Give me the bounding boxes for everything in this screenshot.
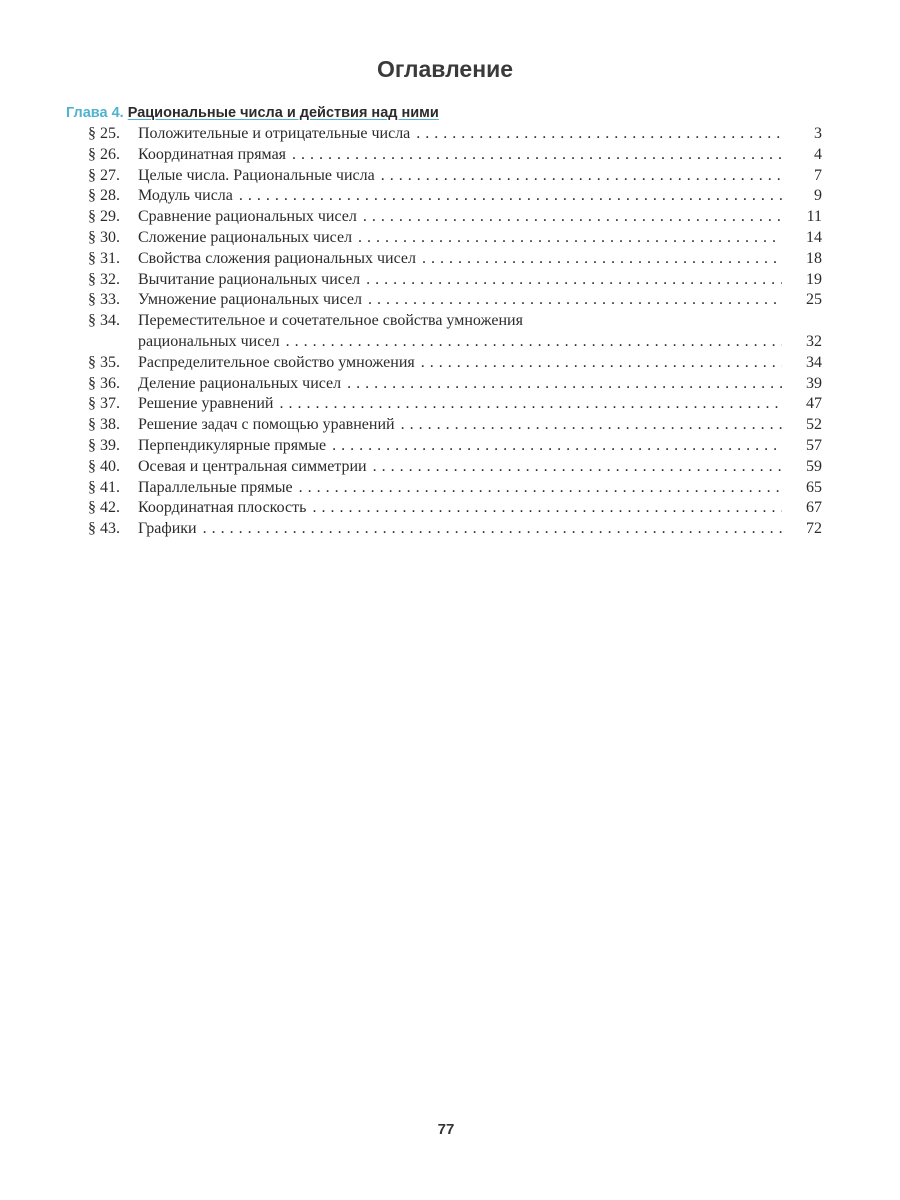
toc-entry[interactable] <box>88 519 822 540</box>
toc-entry[interactable] <box>88 186 822 207</box>
toc-entry[interactable] <box>88 145 822 166</box>
leader-dots <box>366 270 782 291</box>
toc-entry[interactable] <box>88 249 822 270</box>
toc-entry[interactable] <box>88 166 822 187</box>
toc-entry[interactable] <box>88 124 822 145</box>
section-number: § 26. <box>88 145 120 163</box>
section-title: Вычитание рациональных чисел <box>138 270 361 288</box>
leader-dots <box>292 145 782 166</box>
leader-dots <box>422 249 782 270</box>
page-ref: 52 <box>806 416 822 434</box>
section-title: Сравнение рациональных чисел <box>138 208 357 226</box>
section-title: Целые числа. Рациональные числа <box>138 166 375 184</box>
toc-entry[interactable] <box>88 436 822 457</box>
page-ref: 72 <box>806 520 822 538</box>
leader-dots <box>332 436 782 457</box>
page-ref: 7 <box>814 166 822 184</box>
section-title: Положительные и отрицательные числа <box>138 125 411 142</box>
section-number: § 40. <box>88 457 120 475</box>
toc-entry-continuation[interactable] <box>88 332 822 353</box>
section-number: § 30. <box>88 228 120 246</box>
toc-entry[interactable] <box>88 311 822 332</box>
page-ref: 14 <box>806 228 822 246</box>
section-number: § 36. <box>88 374 120 392</box>
leader-dots <box>421 353 782 374</box>
section-number: § 31. <box>88 249 120 267</box>
toc-entry[interactable] <box>88 228 822 249</box>
section-title: Переместительное и сочетательное свойства умножения <box>138 312 523 330</box>
toc-entry[interactable] <box>88 290 822 311</box>
chapter-heading <box>66 105 439 121</box>
leader-dots <box>286 332 782 353</box>
section-title: Деление рациональных чисел <box>138 374 342 392</box>
page-number: 77 <box>437 1121 455 1138</box>
section-number: § 33. <box>88 291 120 309</box>
page-ref: 4 <box>814 145 822 163</box>
section-title: Координатная прямая <box>138 145 287 163</box>
leader-dots <box>203 519 782 540</box>
leader-dots <box>347 374 782 395</box>
section-number: § 29. <box>88 208 120 226</box>
page-ref: 59 <box>806 457 822 475</box>
section-number: § 42. <box>88 499 120 517</box>
toc-entry[interactable] <box>88 207 822 228</box>
section-number: § 25. <box>88 125 120 142</box>
page-ref: 19 <box>806 270 822 288</box>
page-ref: 32 <box>806 332 822 350</box>
toc-entry[interactable] <box>88 353 822 374</box>
toc-entry[interactable] <box>88 498 822 519</box>
section-number: § 39. <box>88 436 120 454</box>
section-number: § 41. <box>88 478 120 496</box>
leader-dots <box>279 394 782 415</box>
section-title: Графики <box>138 520 197 538</box>
section-number: § 35. <box>88 353 120 371</box>
section-title: Осевая и центральная симметрии <box>138 457 367 475</box>
leader-dots <box>381 166 782 187</box>
section-number: § 37. <box>88 395 120 413</box>
chapter-number: Глава 4. <box>66 105 124 121</box>
section-number: § 34. <box>88 312 120 330</box>
page-ref: 67 <box>806 499 822 517</box>
section-number: § 32. <box>88 270 120 288</box>
section-title: Перпендикулярные прямые <box>138 436 327 454</box>
toc-entry[interactable] <box>88 457 822 478</box>
section-number: § 38. <box>88 416 120 434</box>
page-ref: 65 <box>806 478 822 496</box>
section-title-continuation: рациональных чисел <box>138 332 280 350</box>
section-title: Умножение рациональных чисел <box>138 291 362 309</box>
toc-entry[interactable] <box>88 394 822 415</box>
toc-entry[interactable] <box>88 270 822 291</box>
toc-entry[interactable] <box>88 478 822 499</box>
leader-dots <box>312 498 782 519</box>
leader-dots <box>363 207 782 228</box>
section-title: Распределительное свойство умножения <box>138 353 415 371</box>
page-ref: 47 <box>806 395 822 413</box>
page-ref: 11 <box>806 208 822 226</box>
chapter-name: Рациональные числа и действия над ними <box>127 105 439 121</box>
section-number: § 43. <box>88 520 120 538</box>
leader-dots <box>299 478 782 499</box>
toc-entry[interactable] <box>88 374 822 395</box>
section-title: Координатная плоскость <box>138 499 307 517</box>
section-title: Свойства сложения рациональных чисел <box>138 249 416 267</box>
section-title: Модуль числа <box>138 187 233 205</box>
section-number: § 27. <box>88 166 120 184</box>
page-ref: 18 <box>806 249 822 267</box>
page-ref: 39 <box>806 374 822 392</box>
leader-dots <box>239 186 782 207</box>
section-number: § 28. <box>88 187 120 205</box>
leader-dots <box>416 124 782 145</box>
toc-entry[interactable] <box>88 415 822 436</box>
page-ref: 57 <box>806 436 822 454</box>
leader-dots <box>358 228 782 249</box>
page-ref: 3 <box>814 125 822 142</box>
page-title: Оглавление <box>376 56 514 82</box>
page-ref: 34 <box>806 353 822 371</box>
page-ref: 9 <box>814 187 822 205</box>
section-title: Решение уравнений <box>138 395 274 413</box>
table-of-contents <box>88 124 822 540</box>
page-ref: 25 <box>806 291 822 309</box>
section-title: Параллельные прямые <box>138 478 293 496</box>
leader-dots <box>401 415 782 436</box>
section-title: Решение задач с помощью уравнений <box>138 416 395 434</box>
leader-dots <box>368 290 782 311</box>
section-title: Сложение рациональных чисел <box>138 228 353 246</box>
leader-dots <box>373 457 782 478</box>
